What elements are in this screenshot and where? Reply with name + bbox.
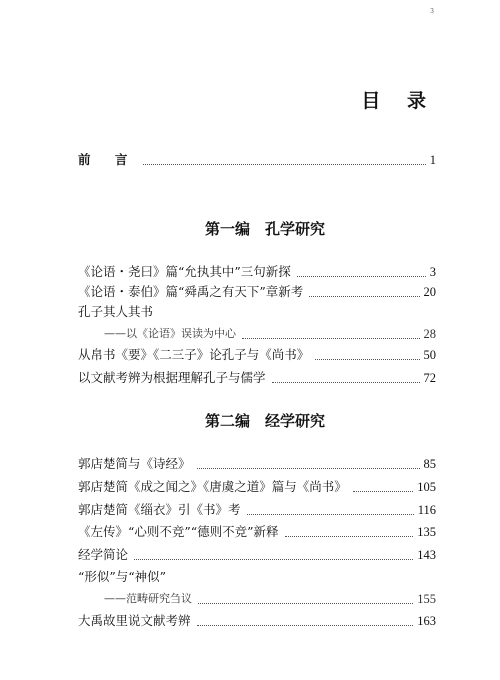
section-heading-part1: 第一编 孔学研究 xyxy=(204,220,325,238)
entry-page: 72 xyxy=(423,371,436,385)
entry-page: 28 xyxy=(423,327,436,341)
leader-dots xyxy=(272,382,420,383)
entry-page: 155 xyxy=(417,592,436,606)
leader-dots xyxy=(309,296,419,297)
leader-dots xyxy=(198,603,413,604)
entry-page: 3 xyxy=(429,265,436,279)
section-heading-part2: 第二编 经学研究 xyxy=(204,412,325,430)
entry-page: 20 xyxy=(423,285,436,299)
entry-title: 《论语・尧曰》篇“允执其中”三句新探 xyxy=(78,264,291,279)
leader-dots xyxy=(143,164,425,165)
entry-page: 1 xyxy=(429,153,436,167)
toc-entry[interactable] xyxy=(78,368,436,388)
leader-dots xyxy=(353,491,413,492)
toc-entry[interactable] xyxy=(78,262,436,282)
page-number: 3 xyxy=(430,8,434,15)
leader-dots xyxy=(315,359,419,360)
toc-entry-subtitle[interactable] xyxy=(104,589,436,609)
toc-entry[interactable] xyxy=(78,500,436,520)
entry-page: 163 xyxy=(417,614,436,628)
toc-entry-preface[interactable] xyxy=(78,150,436,170)
entry-title: 《左传》“心则不竞”“德则不竞”新释 xyxy=(78,524,279,539)
entry-title: 大禹故里说文献考辨 xyxy=(78,613,191,628)
toc-entry[interactable] xyxy=(78,454,436,474)
leader-dots xyxy=(285,536,414,537)
entry-page: 85 xyxy=(423,457,436,471)
leader-dots xyxy=(242,338,420,339)
leader-dots xyxy=(134,559,413,560)
toc-entry-title-only[interactable]: 孔子其人其书 xyxy=(78,304,154,319)
toc-entry-title-only[interactable]: “形似”与“神似” xyxy=(78,569,167,584)
leader-dots xyxy=(247,514,414,515)
entry-page: 135 xyxy=(417,525,436,539)
entry-title: 经学简论 xyxy=(78,547,129,562)
toc-title: 目 录 xyxy=(361,90,436,112)
entry-page: 50 xyxy=(423,348,436,362)
toc-entry[interactable] xyxy=(78,282,436,302)
entry-subtitle: ——范畴研究刍议 xyxy=(104,592,192,605)
entry-page: 143 xyxy=(417,548,436,562)
entry-title: 前 言 xyxy=(78,152,138,167)
entry-page: 116 xyxy=(417,503,436,517)
entry-title: 郭店楚简《缁衣》引《书》考 xyxy=(78,502,241,517)
entry-subtitle: ——以《论语》误读为中心 xyxy=(104,327,236,340)
toc-entry[interactable] xyxy=(78,477,436,497)
leader-dots xyxy=(297,276,426,277)
leader-dots xyxy=(197,468,420,469)
toc-entry-subtitle[interactable] xyxy=(104,324,436,344)
entry-page: 105 xyxy=(417,480,436,494)
entry-title: 郭店楚简《成之闻之》《唐虞之道》篇与《尚书》 xyxy=(78,479,347,494)
entry-title: 以文献考辨为根据理解孔子与儒学 xyxy=(78,370,266,385)
entry-title: 郭店楚简与《诗经》 xyxy=(78,456,191,471)
toc-entry[interactable] xyxy=(78,345,436,365)
leader-dots xyxy=(197,625,414,626)
entry-title: 《论语・泰伯》篇“舜禹之有天下”章新考 xyxy=(78,284,304,299)
toc-entry[interactable] xyxy=(78,522,436,542)
toc-entry[interactable] xyxy=(78,611,436,631)
toc-entry[interactable] xyxy=(78,545,436,565)
entry-title: 从帛书《要》《二三子》论孔子与《尚书》 xyxy=(78,347,310,362)
